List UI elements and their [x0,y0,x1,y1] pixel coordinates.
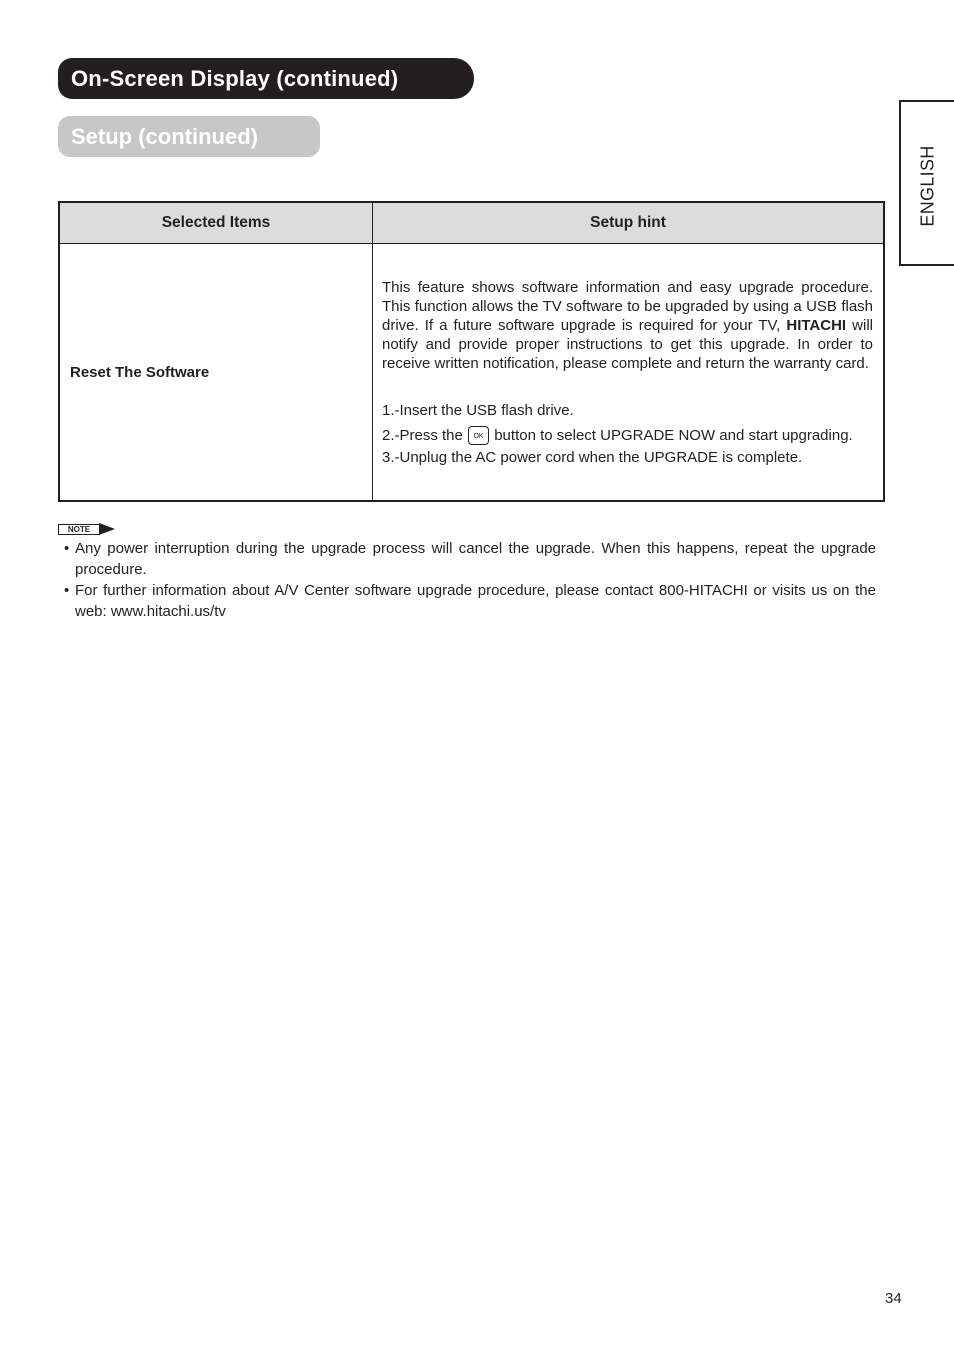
table-row [59,244,884,502]
step-3: 3.-Unplug the AC power cord when the UPGRADE is complete. [382,448,803,466]
note-item: • For further information about A/V Center software upgrade procedure, please contact 800-HITACHI or visits us on the web: www.hitachi.us/tv [64,580,876,622]
language-tab-label: ENGLISH [917,145,938,227]
upgrade-steps [382,401,873,467]
ok-button-icon: OK [468,426,489,445]
notes-list [64,538,876,622]
step-2-text-before: 2.-Press the [382,426,468,444]
table-header-row [59,202,884,244]
hint-text-part2: will notify and provide proper instructions to get this upgrade. In order to receive written notification, please complete and return the warranty card. [382,316,873,372]
note-item: • Any power interruption during the upgrade process will cancel the upgrade. When this happens, repeat the upgrade procedure. [64,538,876,580]
hint-description [382,278,873,373]
setup-table [58,201,885,502]
section-title: On-Screen Display (continued) [58,58,474,99]
note-label-icon: NOTE [58,524,100,535]
note-arrow-icon [99,523,115,535]
hint-text-part1: This feature shows software information and easy upgrade procedure. This function allows the TV software to be upgraded by using a USB flash drive. If a future software upgrade is required for your TV, [382,278,873,334]
column-header-selected-items: Selected Items [59,202,373,244]
column-header-setup-hint: Setup hint [373,202,885,244]
subsection-title: Setup (continued) [58,116,320,157]
step-2-text-after: button to select UPGRADE NOW and start upgrading. [490,426,853,444]
hint-brand-bold: HITACHI [786,316,847,334]
step-1: 1.-Insert the USB flash drive. [382,401,574,419]
page-number: 34 [885,1290,902,1307]
step-2 [382,426,873,445]
setup-hint-cell [373,244,885,502]
selected-item-cell: Reset The Software [59,244,373,502]
language-tab [899,100,954,266]
